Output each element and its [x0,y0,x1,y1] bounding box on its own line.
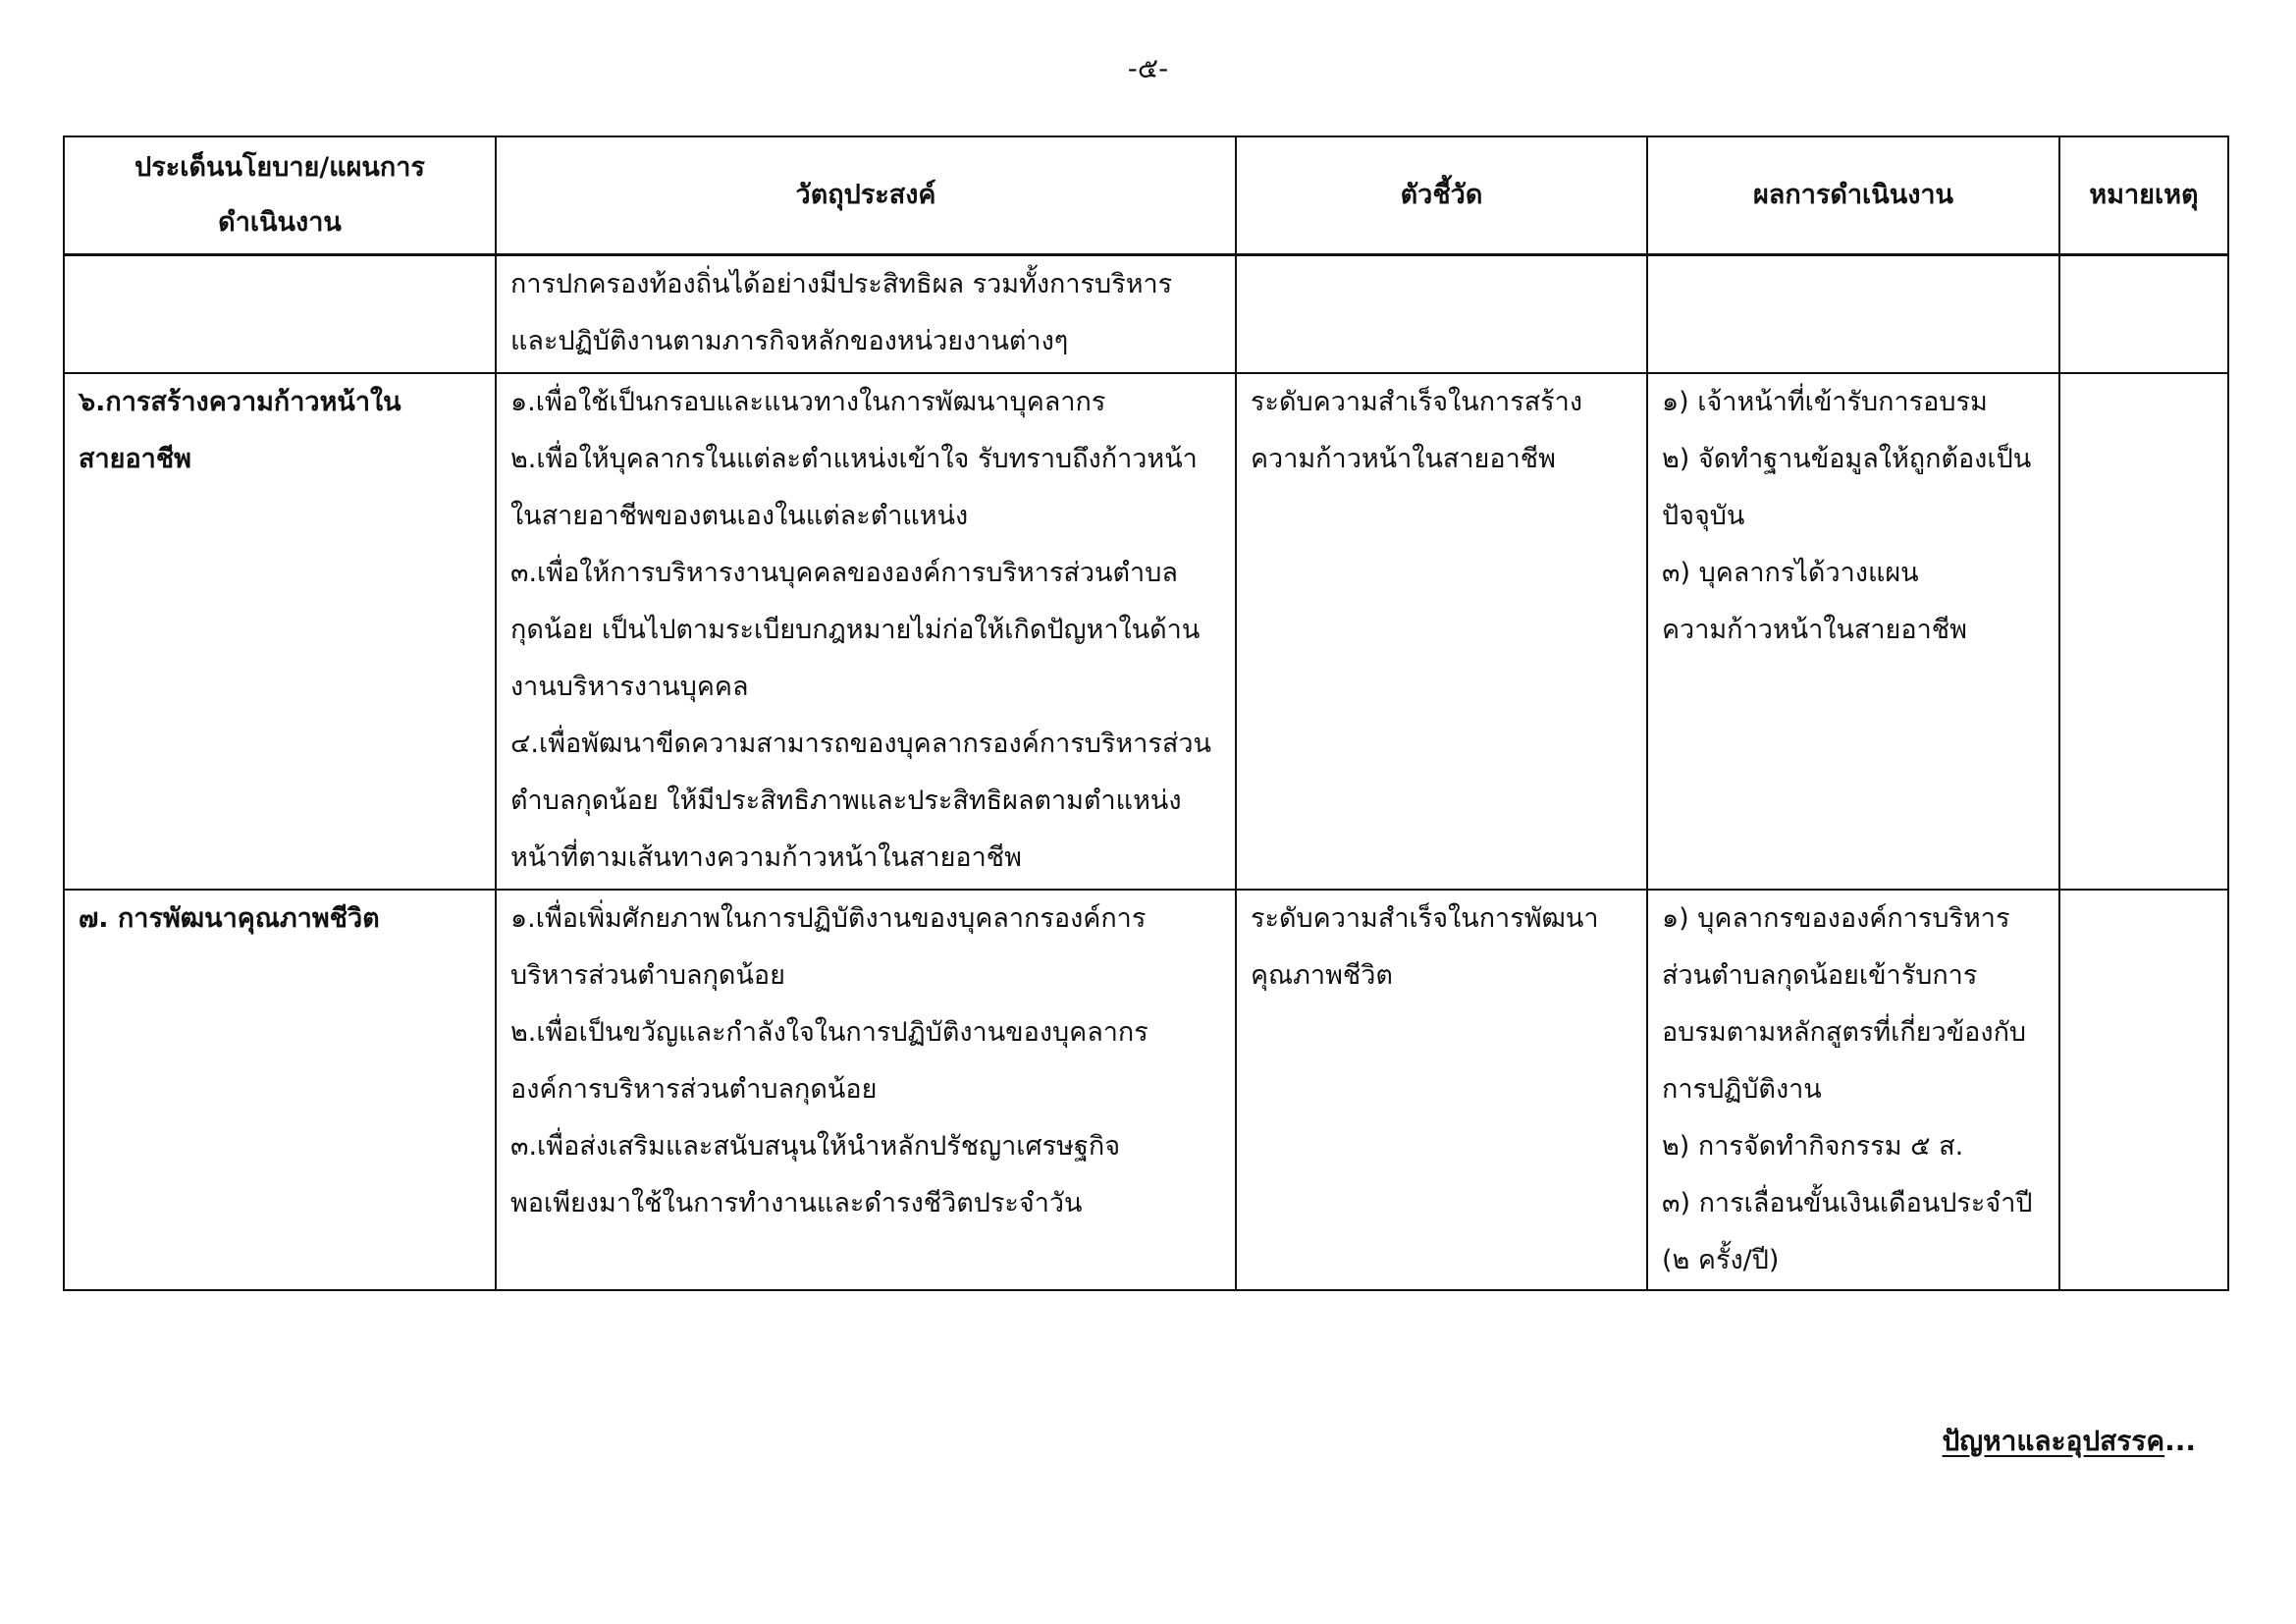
cell-policy [64,255,496,374]
result-line: ความก้าวหน้าในสายอาชีพ [1662,615,1967,645]
table-row-career-advancement [64,373,2228,890]
objective-line: องค์การบริหารส่วนตำบลกุดน้อย [510,1074,878,1105]
cell-note [2059,890,2228,1290]
cell-result [1647,890,2059,1290]
cell-indicator [1236,890,1647,1290]
policy-line: สายอาชีพ [79,444,191,474]
cell-result [1647,373,2059,890]
objective-line: พอเพียงมาใช้ในการทำงานและดำรงชีวิตประจำวัน [510,1188,1083,1218]
indicator-line: ระดับความสำเร็จในการสร้าง [1251,387,1583,417]
policy-line: ๖.การสร้างความก้าวหน้าใน [79,387,401,417]
result-line: ส่วนตำบลกุดน้อยเข้ารับการ [1662,960,1978,991]
cell-policy [64,373,496,890]
result-line: ๒) การจัดทำกิจกรรม ๕ ส. [1662,1131,1964,1162]
table-row-quality-of-life [64,890,2228,1290]
header-objective: วัตถุประสงค์ [496,136,1236,255]
indicator-line: ความก้าวหน้าในสายอาชีพ [1251,444,1556,474]
objective-line: ตำบลกุดน้อย ให้มีประสิทธิภาพและประสิทธิผลตามตำแหน่ง [510,785,1182,816]
result-line: ๑) เจ้าหน้าที่เข้ารับการอบรม [1662,387,1988,417]
header-policy [64,136,496,255]
result-line: ปัจจุบัน [1662,501,1745,531]
result-line: (๒ ครั้ง/ปี) [1662,1245,1780,1275]
result-line: ๓) บุคลากรได้วางแผน [1662,558,1919,588]
cell-note [2059,373,2228,890]
policy-line: ๗. การพัฒนาคุณภาพชีวิต [79,903,380,934]
result-line: ๒) จัดทำฐานข้อมูลให้ถูกต้องเป็น [1662,444,2032,474]
indicator-line: ระดับความสำเร็จในการพัฒนา [1251,903,1599,934]
cell-objective [496,373,1236,890]
performance-report-table [63,135,2229,1291]
header-note: หมายเหตุ [2059,136,2228,255]
objective-line: กุดน้อย เป็นไปตามระเบียบกฎหมายไม่ก่อให้เกิดปัญหาในด้าน [510,615,1201,645]
result-line: การปฏิบัติงาน [1662,1074,1822,1105]
objective-line: บริหารส่วนตำบลกุดน้อย [510,960,785,991]
objective-line: หน้าที่ตามเส้นทางความก้าวหน้าในสายอาชีพ [510,842,1022,873]
header-policy-line-1: ประเด็นนโยบาย/แผนการ [134,152,425,183]
header-result: ผลการดำเนินงาน [1647,136,2059,255]
result-line: ๑) บุคลากรขององค์การบริหาร [1662,903,2010,934]
objective-line: ๒.เพื่อให้บุคลากรในแต่ละตำแหน่งเข้าใจ รับทราบถึงก้าวหน้า [510,444,1198,474]
header-indicator: ตัวชี้วัด [1236,136,1647,255]
objective-line: การปกครองท้องถิ่นได้อย่างมีประสิทธิผล รวมทั้งการบริหาร [510,269,1173,299]
result-line: ๓) การเลื่อนขั้นเงินเดือนประจำปี [1662,1188,2033,1218]
objective-line: ๓.เพื่อให้การบริหารงานบุคคลขององค์การบริหารส่วนตำบล [510,558,1178,588]
objective-line: ๔.เพื่อพัฒนาขีดความสามารถของบุคลากรองค์การบริหารส่วน [510,729,1211,759]
objective-line: งานบริหารงานบุคคล [510,672,749,702]
page-number: -๕- [1127,52,1169,84]
next-section-title: ปัญหาและอุปสรรค [1942,1425,2165,1457]
objective-line: ๒.เพื่อเป็นขวัญและกำลังใจในการปฏิบัติงานของบุคลากร [510,1017,1148,1048]
cell-indicator [1236,255,1647,374]
indicator-line: คุณภาพชีวิต [1251,960,1393,991]
objective-line: ๓.เพื่อส่งเสริมและสนับสนุนให้นำหลักปรัชญาเศรษฐกิจ [510,1131,1121,1162]
objective-line: ๑.เพื่อเพิ่มศักยภาพในการปฏิบัติงานของบุคลากรองค์การ [510,903,1147,934]
cell-result [1647,255,2059,374]
objective-line: ในสายอาชีพของตนเองในแต่ละตำแหน่ง [510,501,969,531]
cell-objective [496,255,1236,374]
next-section-ellipsis: ... [2164,1425,2196,1457]
header-policy-line-2: ดำเนินงาน [218,207,342,238]
table-row-continuation [64,255,2228,374]
table-header-row [64,136,2228,255]
cell-note [2059,255,2228,374]
objective-line: ๑.เพื่อใช้เป็นกรอบและแนวทางในการพัฒนาบุคลากร [510,387,1106,417]
cell-indicator [1236,373,1647,890]
next-section-label [1943,1422,2196,1461]
cell-objective [496,890,1236,1290]
cell-policy [64,890,496,1290]
result-line: อบรมตามหลักสูตรที่เกี่ยวข้องกับ [1662,1017,2027,1048]
objective-line: และปฏิบัติงานตามภารกิจหลักของหน่วยงานต่างๆ [510,326,1069,356]
